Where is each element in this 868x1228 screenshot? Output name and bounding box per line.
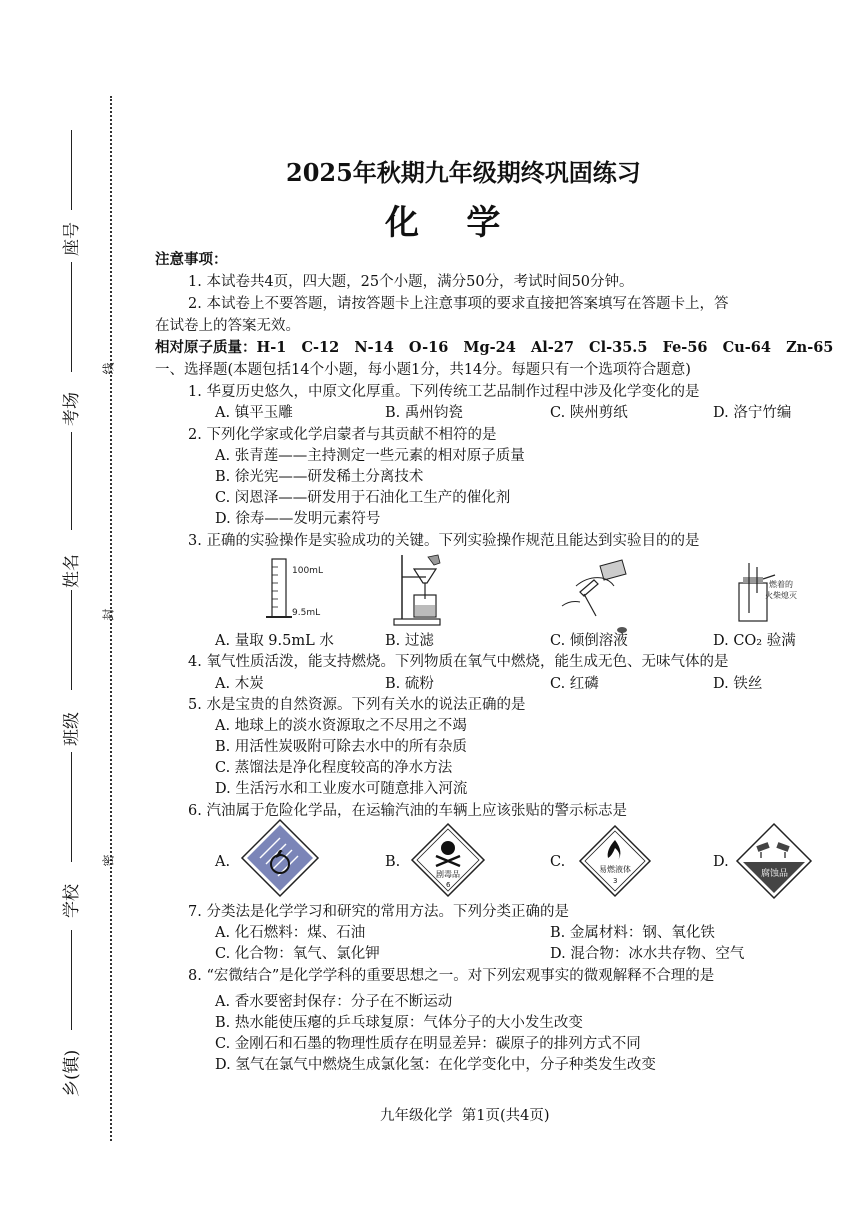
q6-stem: 6. 汽油属于危险化学品，在运输汽油的车辆上应该张贴的警示标志是 xyxy=(188,803,627,819)
q5-option-b: B. 用活性炭吸附可除去水中的所有杂质 xyxy=(215,739,467,755)
corrosive-sign-label: 腐蚀品 xyxy=(761,869,789,879)
q3-option-a: A. 量取 9.5mL 水 xyxy=(215,633,334,649)
q2-option-b: B. 徐光宪——研发稀土分离技术 xyxy=(215,469,424,485)
q1-option-a: A. 镇平玉雕 xyxy=(215,405,293,421)
exam-title: 2025年秋期九年级期终巩固练习 xyxy=(286,158,641,187)
q2-option-c: C. 闵恩泽——研发用于石油化工生产的催化剂 xyxy=(215,490,511,506)
label-name: 姓名 xyxy=(62,554,82,588)
q2-option-a: A. 张青莲——主持测定一些元素的相对原子质量 xyxy=(215,448,525,464)
q7-stem: 7. 分类法是化学学习和研究的常用方法。下列分类正确的是 xyxy=(188,904,569,920)
q2-option-d: D. 徐寿——发明元素符号 xyxy=(215,511,381,527)
label-town: 乡(镇) xyxy=(62,1049,82,1097)
notice-heading: 注意事项： xyxy=(155,251,228,268)
q4-option-b: B. 硫粉 xyxy=(385,676,434,692)
seal-char-seal: 封 xyxy=(101,608,116,621)
q8-option-d: D. 氢气在氯气中燃烧生成氯化氢：在化学变化中，分子种类发生改变 xyxy=(215,1057,656,1073)
label-exam-room: 考场 xyxy=(62,392,82,426)
q3-option-b: B. 过滤 xyxy=(385,633,434,649)
q6-option-a: A. xyxy=(215,854,231,870)
q4-option-a: A. 木炭 xyxy=(215,676,264,692)
notice-item-1: 1. 本试卷共4页，四大题，25个小题，满分50分，考试时间50分钟。 xyxy=(188,274,634,290)
toxic-sign-image xyxy=(410,822,486,898)
atomic-mass-line: 相对原子质量：H-1 C-12 N-14 O-16 Mg-24 Al-27 Cl-35.5 Fe-56 Cu-64 Zn-65 xyxy=(155,339,834,356)
section-heading: 一、选择题(本题包括14个小题，每小题1分，共14分。每题只有一个选项符合题意) xyxy=(155,362,691,378)
filtration-image xyxy=(390,551,450,629)
subject-title: 化 学 xyxy=(385,203,501,243)
corrosive-sign-image xyxy=(735,822,813,900)
q5-option-d: D. 生活污水和工业废水可随意排入河流 xyxy=(215,781,468,797)
seal-char-line: 线 xyxy=(101,362,116,375)
pouring-solution-image xyxy=(560,556,640,634)
flammable-sign-number: 3 xyxy=(613,877,618,885)
q2-stem: 2. 下列化学家或化学启蒙者与其贡献不相符的是 xyxy=(188,427,497,443)
graduated-cylinder-image xyxy=(262,553,332,625)
toxic-sign-label: 剧毒品 xyxy=(436,870,460,879)
label-class: 班级 xyxy=(62,712,82,746)
underline-class xyxy=(71,590,72,690)
q6-option-d: D. xyxy=(713,854,729,870)
q1-stem: 1. 华夏历史悠久，中原文化厚重。下列传统工艺品制作过程中涉及化学变化的是 xyxy=(188,384,700,400)
q1-option-c: C. 陕州剪纸 xyxy=(550,405,628,421)
q3-option-d: D. CO₂ 验满 xyxy=(713,633,796,649)
notice-item-2b: 在试卷上的答案无效。 xyxy=(155,318,300,334)
label-seat-number: 座号 xyxy=(62,222,82,256)
q5-option-c: C. 蒸馏法是净化程度较高的净水方法 xyxy=(215,760,453,776)
co2-label-1: 燃着的 xyxy=(769,580,793,589)
cylinder-label-top: 100mL xyxy=(292,566,323,576)
page-footer: 九年级化学 第1页(共4页) xyxy=(380,1108,550,1124)
q3-stem: 3. 正确的实验操作是实验成功的关键。下列实验操作规范且能达到实验目的的是 xyxy=(188,533,700,549)
q5-stem: 5. 水是宝贵的自然资源。下列有关水的说法正确的是 xyxy=(188,697,526,713)
q7-option-b: B. 金属材料：钢、氧化铁 xyxy=(550,925,715,941)
q3-option-c: C. 倾倒溶液 xyxy=(550,633,628,649)
underline-school xyxy=(71,752,72,862)
q1-option-b: B. 禹州钧瓷 xyxy=(385,405,463,421)
underline-name xyxy=(71,432,72,530)
q8-stem: 8. “宏微结合”是化学学科的重要思想之一。对下列宏观事实的微观解释不合理的是 xyxy=(188,968,715,984)
co2-label-2: 火柴熄灭 xyxy=(765,591,797,600)
label-school: 学校 xyxy=(62,884,82,918)
q6-option-b: B. xyxy=(385,854,401,870)
q7-option-a: A. 化石燃料：煤、石油 xyxy=(215,925,366,941)
q8-option-b: B. 热水能使压瘪的乒乓球复原：气体分子的大小发生改变 xyxy=(215,1015,583,1031)
cylinder-label-bottom: 9.5mL xyxy=(292,608,321,618)
q5-option-a: A. 地球上的淡水资源取之不尽用之不竭 xyxy=(215,718,467,734)
seal-char-secret: 密 xyxy=(101,854,116,867)
q4-option-c: C. 红磷 xyxy=(550,676,599,692)
co2-test-image xyxy=(735,553,807,625)
q6-option-c: C. xyxy=(550,854,566,870)
oxidizer-sign-image xyxy=(240,818,320,898)
q8-option-c: C. 金刚石和石墨的物理性质存在明显差异：碳原子的排列方式不同 xyxy=(215,1036,641,1052)
q7-option-d: D. 混合物：冰水共存物、空气 xyxy=(550,946,745,962)
flammable-sign-label: 易燃液体 xyxy=(599,865,631,874)
notice-item-2a: 2. 本试卷上不要答题，请按答题卡上注意事项的要求直接把答案填写在答题卡上，答 xyxy=(188,296,729,312)
underline-exam-room xyxy=(71,262,72,372)
q7-option-c: C. 化合物：氧气、氯化钾 xyxy=(215,946,380,962)
flammable-liquid-sign-image xyxy=(578,824,652,898)
toxic-sign-number: 6 xyxy=(446,881,451,889)
underline-town xyxy=(71,930,72,1030)
q1-option-d: D. 洛宁竹编 xyxy=(713,405,792,421)
q8-option-a: A. 香水要密封保存：分子在不断运动 xyxy=(215,994,453,1010)
q4-option-d: D. 铁丝 xyxy=(713,676,763,692)
q4-stem: 4. 氧气性质活泼，能支持燃烧。下列物质在氧气中燃烧，能生成无色、无味气体的是 xyxy=(188,654,729,670)
underline-seat xyxy=(71,130,72,210)
